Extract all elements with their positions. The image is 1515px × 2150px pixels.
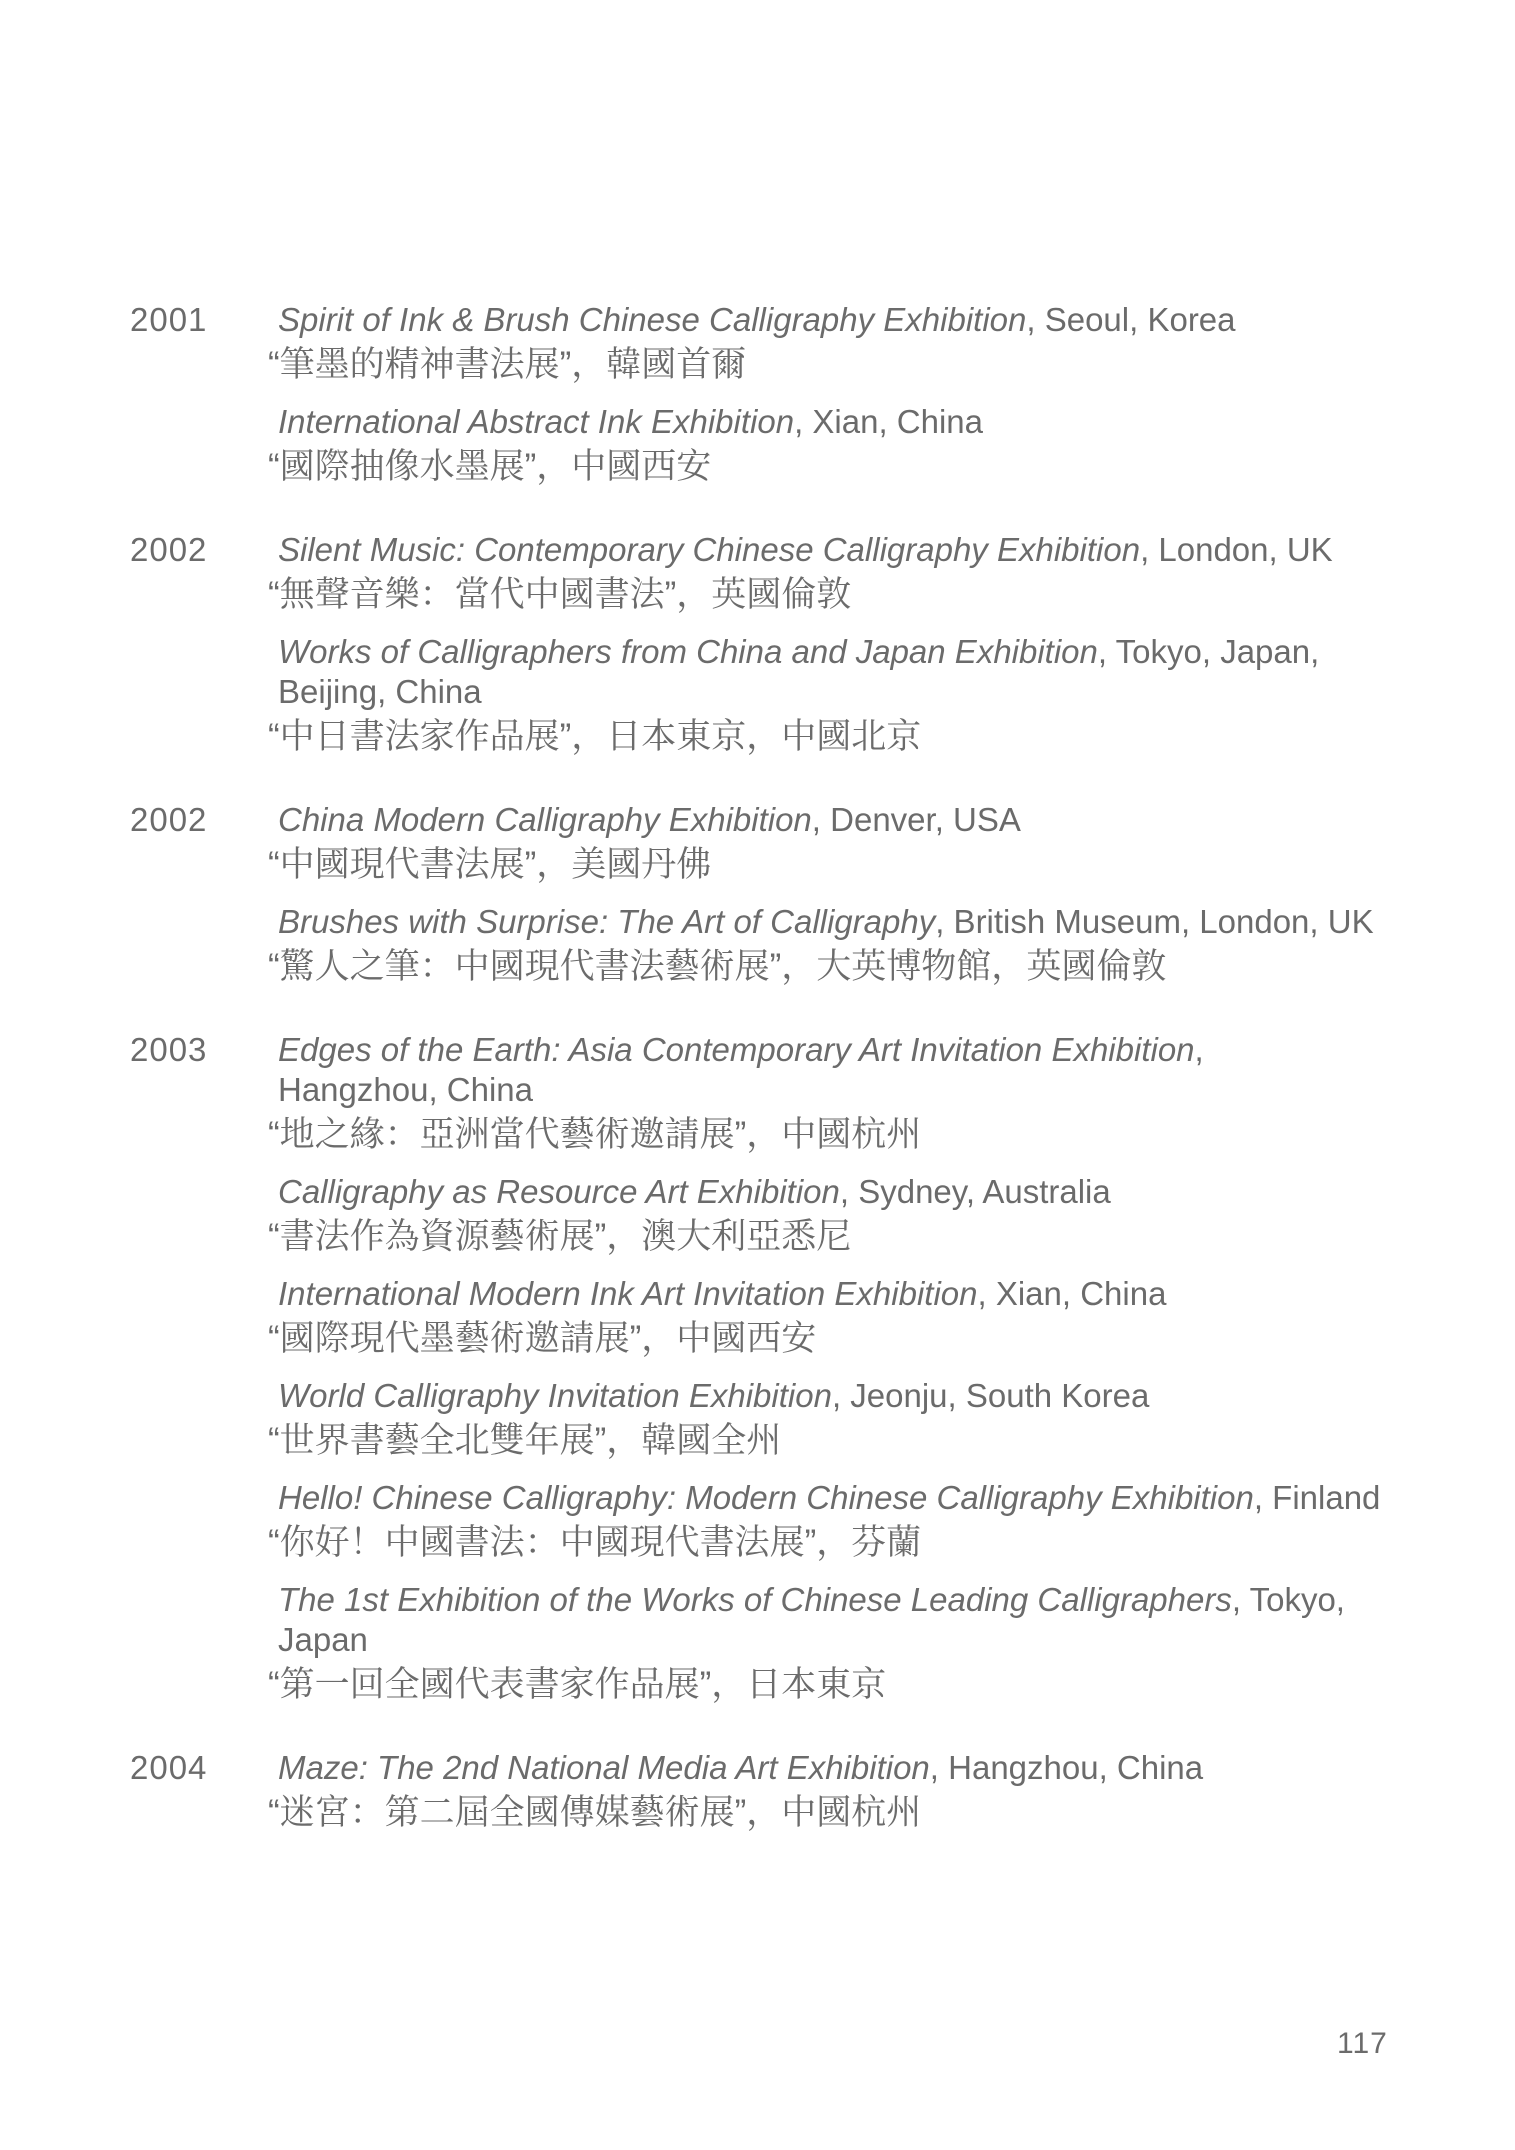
exhibition-title-en: Maze: The 2nd National Media Art Exhibition [278,1749,930,1786]
exhibition-title-en: International Modern Ink Art Invitation Exhibition [278,1275,978,1312]
entry-year: 2003 [130,1031,208,1068]
exhibition-item [268,1172,1455,1260]
entry-year: 2002 [130,801,208,838]
exhibition-entry [130,800,1455,990]
entry-items [268,800,1455,990]
exhibition-item [268,402,1455,490]
exhibition-title-en: Spirit of Ink & Brush Chinese Calligraphy Exhibition [278,301,1027,338]
exhibition-title-en: Brushes with Surprise: The Art of Calligraphy [278,903,936,940]
exhibition-location-en: Hangzhou, China [278,1071,534,1108]
exhibition-title-en: Calligraphy as Resource Art Exhibition [278,1173,840,1210]
exhibition-title-zh: “無聲音樂：當代中國書法”，英國倫敦 [268,575,852,614]
title-line-en [278,800,1455,840]
exhibition-entry [130,1748,1455,1836]
entry-items [268,1030,1455,1708]
exhibition-location-en: , Finland [1253,1479,1381,1516]
title-line-en [278,530,1455,570]
exhibition-title-en: Hello! Chinese Calligraphy: Modern Chinese Calligraphy Exhibition [278,1479,1254,1516]
exhibition-title-zh: “驚人之筆：中國現代書法藝術展”，大英博物館，英國倫敦 [268,947,1167,986]
title-line-en [278,402,1455,442]
exhibition-location-en: , Xian, China [794,403,984,440]
exhibition-entry [130,530,1455,760]
exhibition-item [268,300,1455,388]
title-line-en [278,1274,1455,1314]
exhibition-title-zh: “你好！中國書法：中國現代書法展”，芬蘭 [268,1523,922,1562]
exhibition-location-en: , Seoul, Korea [1026,301,1236,338]
exhibition-title-zh: “世界書藝全北雙年展”，韓國全州 [268,1421,782,1460]
exhibition-location-en: , Xian, China [977,1275,1167,1312]
exhibition-title-zh: “中日書法家作品展”，日本東京，中國北京 [268,717,922,756]
exhibition-title-zh: “中國現代書法展”，美國丹佛 [268,845,712,884]
exhibition-title-zh: “迷宮：第二屆全國傳媒藝術展”，中國杭州 [268,1793,922,1832]
exhibition-item [268,800,1455,888]
title-line-en [278,1580,1455,1620]
exhibition-title-en: Edges of the Earth: Asia Contemporary Art Invitation Exhibition [278,1031,1195,1068]
exhibition-title-en: China Modern Calligraphy Exhibition [278,801,812,838]
title-line-en [278,672,1455,712]
exhibition-title-en: World Calligraphy Invitation Exhibition [278,1377,832,1414]
exhibition-location-en: Beijing, China [278,673,482,710]
title-line-en [278,902,1455,942]
exhibition-item [268,1030,1455,1158]
exhibition-location-en: , Denver, USA [811,801,1021,838]
exhibition-location-en: , British Museum, London, UK [935,903,1374,940]
exhibition-item [268,1274,1455,1362]
exhibition-item [268,1376,1455,1464]
exhibition-item [268,1580,1455,1708]
exhibition-title-zh: “第一回全國代表書家作品展”，日本東京 [268,1665,887,1704]
title-line-en [278,1070,1455,1110]
entry-year: 2001 [130,301,208,338]
entry-year: 2004 [130,1749,208,1786]
exhibition-item [268,632,1455,760]
title-line-en [278,632,1455,672]
exhibition-list [130,300,1455,1876]
entry-items [268,1748,1455,1836]
title-line-en [278,1478,1455,1518]
exhibition-entry [130,1030,1455,1708]
exhibition-location-en: , [1194,1031,1204,1068]
entry-items [268,530,1455,760]
title-line-en [278,1172,1455,1212]
exhibition-title-en: The 1st Exhibition of the Works of Chinese Leading Calligraphers [278,1581,1232,1618]
exhibition-location-en: , Tokyo, Japan, [1097,633,1320,670]
exhibition-item [268,1478,1455,1566]
title-line-en [278,1030,1455,1070]
exhibition-location-en: , London, UK [1140,531,1333,568]
title-line-en [278,1748,1455,1788]
exhibition-title-zh: “地之緣：亞洲當代藝術邀請展”，中國杭州 [268,1115,922,1154]
exhibition-item [268,902,1455,990]
title-line-en [278,300,1455,340]
page-number: 117 [1337,2027,1388,2060]
exhibition-location-en: , Tokyo, [1231,1581,1345,1618]
title-line-en [278,1376,1455,1416]
exhibition-location-en: , Hangzhou, China [929,1749,1204,1786]
entry-items [268,300,1455,490]
exhibition-item [268,1748,1455,1836]
exhibition-title-en: Silent Music: Contemporary Chinese Calligraphy Exhibition [278,531,1141,568]
exhibition-location-en: , Jeonju, South Korea [831,1377,1150,1414]
exhibition-title-zh: “國際抽像水墨展”，中國西安 [268,447,712,486]
exhibition-location-en: Japan [278,1621,368,1658]
exhibition-title-zh: “筆墨的精神書法展”，韓國首爾 [268,345,747,384]
title-line-en [278,1620,1455,1660]
exhibition-title-zh: “國際現代墨藝術邀請展”，中國西安 [268,1319,817,1358]
entry-year: 2002 [130,531,208,568]
exhibition-title-en: International Abstract Ink Exhibition [278,403,795,440]
exhibition-item [268,530,1455,618]
exhibition-location-en: , Sydney, Australia [839,1173,1111,1210]
exhibition-title-zh: “書法作為資源藝術展”，澳大利亞悉尼 [268,1217,852,1256]
exhibition-entry [130,300,1455,490]
exhibition-title-en: Works of Calligraphers from China and Japan Exhibition [278,633,1098,670]
